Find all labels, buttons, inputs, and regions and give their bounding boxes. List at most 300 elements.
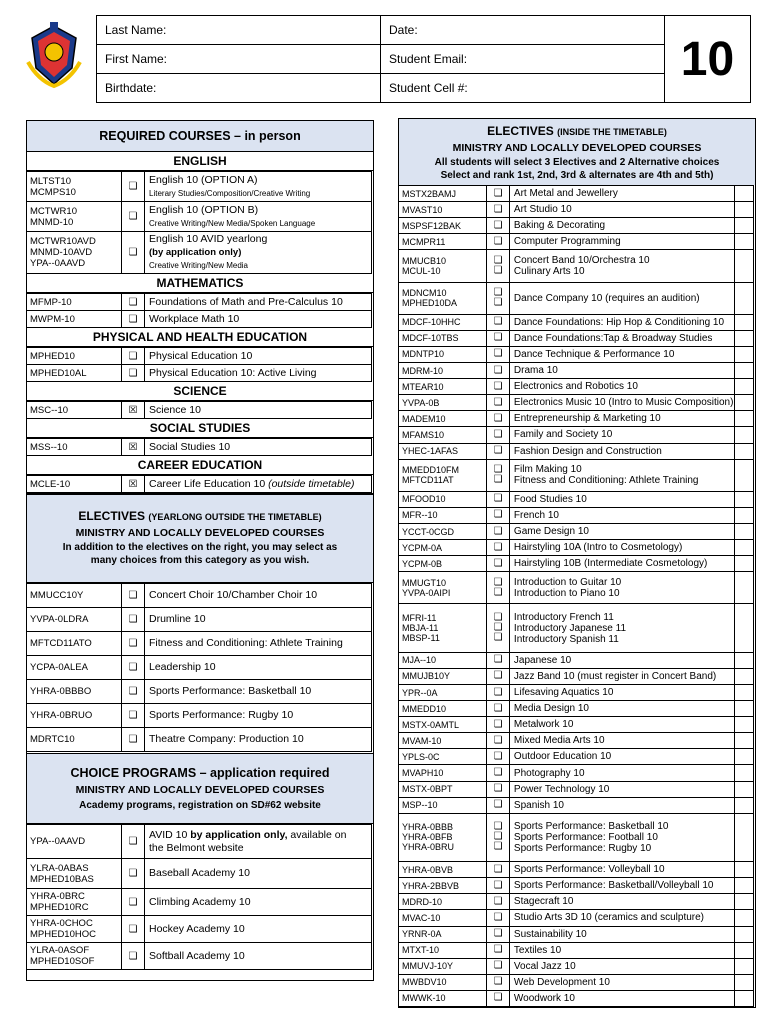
list-item [399,942,754,958]
checkbox-icon[interactable]: ❏ [487,910,510,926]
course-code: MADEM10 [399,411,487,427]
checkbox-icon[interactable]: ❏ [487,781,510,797]
phe-table [26,347,372,382]
checkbox-icon[interactable]: ❏ [487,556,510,572]
course-name: Film Making 10 Fitness and Conditioning: Athlete Training [509,459,735,491]
list-item [399,668,754,684]
rank-field[interactable] [735,862,754,878]
checkbox-icon[interactable]: ❏ [487,363,510,379]
rank-field[interactable] [735,878,754,894]
list-item [27,728,372,752]
electives-inside-desc2: Select and rank 1st, 2nd, 3rd & alternates are 4th and 5th) [440,170,714,181]
checkbox-icon[interactable]: ❏ [487,701,510,717]
course-name: Drumline 10 [145,608,372,632]
checkbox-icon[interactable]: ❏ [487,443,510,459]
course-code: MDNTP10 [399,346,487,362]
course-code: MFMP-10 [27,294,122,311]
course-code: MMEDD10FM MFTCD11AT [399,459,487,491]
choice-sub: MINISTRY AND LOCALLY DEVELOPED COURSES [75,784,325,796]
list-item [399,797,754,813]
rank-field[interactable] [735,910,754,926]
checkbox-icon[interactable]: ❏ [122,916,145,943]
course-code: YRNR-0A [399,926,487,942]
rank-field[interactable] [735,974,754,990]
checkbox-icon[interactable]: ❏ [122,632,145,656]
rank-field[interactable] [735,765,754,781]
checkbox-icon[interactable]: ❏ [487,958,510,974]
first-name-field[interactable]: First Name: [97,45,381,74]
list-item [399,749,754,765]
last-name-field[interactable]: Last Name: [97,16,381,45]
social-table [26,438,372,456]
rank-field[interactable] [735,523,754,539]
course-name: Baseball Academy 10 [145,859,372,889]
course-code: MDCF-10HHC [399,314,487,330]
checkbox-icon[interactable]: ❏ [122,365,145,382]
course-name: French 10 [509,507,735,523]
course-code: YCCT-0CGD [399,523,487,539]
checkbox-icon[interactable]: ❏ [487,717,510,733]
list-item [399,250,754,282]
course-code: MJA--10 [399,652,487,668]
course-name: Concert Choir 10/Chamber Choir 10 [145,584,372,608]
checkbox-icon[interactable]: ❏ [122,704,145,728]
course-name: Outdoor Education 10 [509,749,735,765]
course-code: MMUGT10 YVPA-0AIPI [399,572,487,604]
rank-field[interactable] [735,427,754,443]
list-item [399,926,754,942]
required-courses-section [26,120,374,494]
list-item [27,584,372,608]
rank-field[interactable] [735,652,754,668]
english-table [26,171,372,274]
course-code: YPLS-0C [399,749,487,765]
course-code: MPHED10AL [27,365,122,382]
list-item [399,556,754,572]
list-item [399,186,754,202]
course-code: MMEDD10 [399,701,487,717]
course-name: Woodwork 10 [509,990,735,1006]
course-name: Power Technology 10 [509,781,735,797]
course-code: YPA--0AAVD [27,825,122,859]
course-code: YHRA-2BBVB [399,878,487,894]
list-item [399,314,754,330]
rank-field[interactable] [735,797,754,813]
course-code: YCPA-0ALEA [27,656,122,680]
checkbox-icon[interactable]: ❏ [122,825,145,859]
list-item [399,604,754,652]
course-code: MMUVJ-10Y [399,958,487,974]
course-name: English 10 AVID yearlong (by application only) Creative Writing/New Media [145,232,372,274]
course-name: Lifesaving Aquatics 10 [509,685,735,701]
course-code: MSP--10 [399,797,487,813]
course-code: MFTCD11ATO [27,632,122,656]
rank-field[interactable] [735,942,754,958]
course-code: YHRA-0BBB YHRA-0BFB YHRA-0BRU [399,813,487,861]
list-item [27,608,372,632]
checkbox-icon[interactable]: ❏ ❏ ❏ [487,604,510,652]
rank-field[interactable] [735,234,754,250]
course-name: Photography 10 [509,765,735,781]
course-code: YHRA-0BRC MPHED10RC [27,889,122,916]
course-name: Hockey Academy 10 [145,916,372,943]
math-table [26,293,372,328]
course-code: MMUJB10Y [399,668,487,684]
required-title: REQUIRED COURSES – in person [27,121,373,152]
course-name: Jazz Band 10 (must register in Concert Band) [509,668,735,684]
rank-field[interactable] [735,330,754,346]
checkbox-icon[interactable]: ❏ [487,330,510,346]
science-table [26,401,372,419]
list-item [399,459,754,491]
rank-field[interactable] [735,556,754,572]
course-code: YHRA-0BRUO [27,704,122,728]
course-code: YHRA-0CHOC MPHED10HOC [27,916,122,943]
math-heading: MATHEMATICS [27,274,373,293]
checkbox-icon[interactable]: ❏ [487,942,510,958]
rank-field[interactable] [735,781,754,797]
rank-field[interactable] [735,717,754,733]
list-item [399,507,754,523]
list-item [399,781,754,797]
checkbox-icon[interactable]: ❏ [487,523,510,539]
course-code: MVAM-10 [399,733,487,749]
course-code: MTXT-10 [399,942,487,958]
course-code: YHEC-1AFAS [399,443,487,459]
list-item [399,282,754,314]
list-item [399,346,754,362]
course-name: English 10 (OPTION B) Creative Writing/New Media/Spoken Language [145,202,372,232]
course-code: YVPA-0B [399,395,487,411]
rank-field[interactable] [735,202,754,218]
english-heading: ENGLISH [27,152,373,171]
checkbox-icon[interactable]: ❏ [122,294,145,311]
list-item [27,656,372,680]
course-name: Hairstyling 10B (Intermediate Cosmetology) [509,556,735,572]
science-heading: SCIENCE [27,382,373,401]
list-item [399,894,754,910]
course-name: Computer Programming [509,234,735,250]
list-item [399,733,754,749]
course-code: MWPM-10 [27,311,122,328]
course-code: MSTX-0BPT [399,781,487,797]
course-name: Sports Performance: Basketball 10 Sports Performance: Football 10 Sports Performance: Rugby 10 [509,813,735,861]
course-name: Physical Education 10 [145,348,372,365]
course-code: MTEAR10 [399,379,487,395]
checkbox-icon[interactable]: ❏ [122,728,145,752]
rank-field[interactable] [735,540,754,556]
course-name: Introduction to Guitar 10 Introduction to Piano 10 [509,572,735,604]
rank-field[interactable] [735,701,754,717]
course-code: MDNCM10 MPHED10DA [399,282,487,314]
course-name: Climbing Academy 10 [145,889,372,916]
rank-field[interactable] [735,379,754,395]
course-code: MSPSF12BAK [399,218,487,234]
choice-programs-section [26,753,374,981]
checkbox-icon[interactable]: ❏ [122,943,145,970]
list-item [399,572,754,604]
list-item [399,443,754,459]
list-item [399,765,754,781]
electives-inside-sub: MINISTRY AND LOCALLY DEVELOPED COURSES [452,142,702,154]
checkbox-icon[interactable]: ❏ [122,348,145,365]
rank-field[interactable] [735,459,754,491]
course-code: MDRD-10 [399,894,487,910]
list-item [399,202,754,218]
course-name: Foundations of Math and Pre-Calculus 10 [145,294,372,311]
course-code: MPHED10 [27,348,122,365]
electives-outside-title: ELECTIVES (YEARLONG OUTSIDE THE TIMETABLE) [78,509,322,523]
career-table [26,475,372,493]
course-code: MSS--10 [27,439,122,456]
course-code: MSC--10 [27,402,122,419]
list-item [399,411,754,427]
course-code: MSTX-0AMTL [399,717,487,733]
course-name: Electronics Music 10 (Intro to Music Composition) [509,395,735,411]
checkbox-icon[interactable]: ❏ [122,656,145,680]
list-item [399,910,754,926]
list-item [399,990,754,1006]
list-item [399,878,754,894]
list-item [399,717,754,733]
course-name: Spanish 10 [509,797,735,813]
rank-field[interactable] [735,813,754,861]
date-field[interactable]: Date: [381,16,665,45]
student-cell-field[interactable]: Student Cell #: [381,74,665,103]
checked-box-icon[interactable]: ☒ [122,439,145,456]
list-item [399,379,754,395]
course-name: Studio Arts 3D 10 (ceramics and sculpture) [509,910,735,926]
list-item [27,632,372,656]
rank-field[interactable] [735,186,754,202]
rank-field[interactable] [735,443,754,459]
checkbox-icon[interactable]: ❏ [487,733,510,749]
course-name: Textiles 10 [509,942,735,958]
course-name: Sports Performance: Basketball/Volleyball 10 [509,878,735,894]
list-item [399,395,754,411]
course-code: MFR--10 [399,507,487,523]
rank-field[interactable] [735,958,754,974]
course-code: MDRM-10 [399,363,487,379]
checkbox-icon[interactable]: ❏ [122,311,145,328]
rank-field[interactable] [735,282,754,314]
school-crest-logo [24,22,84,90]
course-code: MFAMS10 [399,427,487,443]
course-name: Theatre Company: Production 10 [145,728,372,752]
course-code: YLRA-0ASOF MPHED10SOF [27,943,122,970]
checkbox-icon[interactable]: ❏ [487,878,510,894]
course-name: Dance Foundations:Tap & Broadway Studies [509,330,735,346]
list-item [399,363,754,379]
checkbox-icon[interactable]: ❏ [487,186,510,202]
course-code: MWBDV10 [399,974,487,990]
checkbox-icon[interactable]: ❏ [487,379,510,395]
course-name: Fitness and Conditioning: Athlete Training [145,632,372,656]
rank-field[interactable] [735,507,754,523]
course-name: Social Studies 10 [145,439,372,456]
grade-number: 10 [665,16,751,103]
checkbox-icon[interactable]: ❏ [122,172,145,202]
rank-field[interactable] [735,572,754,604]
checkbox-icon[interactable]: ❏ [487,926,510,942]
course-name: Mixed Media Arts 10 [509,733,735,749]
course-name: Sports Performance: Basketball 10 [145,680,372,704]
checkbox-icon[interactable]: ❏ [122,680,145,704]
course-name: Concert Band 10/Orchestra 10 Culinary Arts 10 [509,250,735,282]
rank-field[interactable] [735,668,754,684]
course-name: Drama 10 [509,363,735,379]
checkbox-icon[interactable]: ❏ [122,202,145,232]
course-code: YHRA-0BVB [399,862,487,878]
checkbox-icon[interactable]: ❏ ❏ [487,250,510,282]
course-name: Web Development 10 [509,974,735,990]
checked-box-icon[interactable]: ☒ [122,476,145,493]
course-name: Softball Academy 10 [145,943,372,970]
list-item [399,523,754,539]
course-code: YCPM-0B [399,556,487,572]
checkbox-icon[interactable]: ❏ ❏ [487,282,510,314]
rank-field[interactable] [735,411,754,427]
checkbox-icon[interactable]: ❏ [122,889,145,916]
checkbox-icon[interactable]: ❏ [487,346,510,362]
course-name: Dance Technique & Performance 10 [509,346,735,362]
list-item [399,685,754,701]
course-name: Art Metal and Jewellery [509,186,735,202]
rank-field[interactable] [735,926,754,942]
course-code: MFRI-11 MBJA-11 MBSP-11 [399,604,487,652]
checkbox-icon[interactable]: ❏ [487,314,510,330]
course-name: Art Studio 10 [509,202,735,218]
checkbox-icon[interactable]: ❏ [487,491,510,507]
electives-outside-desc1: In addition to the electives on the right, you may select as [62,542,338,553]
list-item [399,652,754,668]
checked-box-icon[interactable]: ☒ [122,402,145,419]
electives-outside-section [26,494,374,754]
course-code: MDCF-10TBS [399,330,487,346]
checkbox-icon[interactable]: ❏ [122,608,145,632]
rank-field[interactable] [735,363,754,379]
course-name: Introductory French 11 Introductory Japanese 11 Introductory Spanish 11 [509,604,735,652]
list-item [399,540,754,556]
checkbox-icon[interactable]: ❏ [487,234,510,250]
list-item [399,862,754,878]
rank-field[interactable] [735,314,754,330]
checkbox-icon[interactable]: ❏ [487,540,510,556]
list-item [399,813,754,861]
course-name: Metalwork 10 [509,717,735,733]
course-name: Career Life Education 10 (outside timetable) [145,476,372,493]
checkbox-icon[interactable]: ❏ [487,797,510,813]
checkbox-icon[interactable]: ❏ [487,990,510,1006]
electives-outside-desc2: many choices from this category as you wish. [90,555,310,566]
course-code: MCTWR10 MNMD-10 [27,202,122,232]
course-code: YVPA-0LDRA [27,608,122,632]
course-name: Sports Performance: Volleyball 10 [509,862,735,878]
birthdate-field[interactable]: Birthdate: [97,74,381,103]
rank-field[interactable] [735,749,754,765]
checkbox-icon[interactable]: ❏ [487,507,510,523]
checkbox-icon[interactable]: ❏ [487,974,510,990]
list-item [399,701,754,717]
list-item [27,680,372,704]
career-heading: CAREER EDUCATION [27,456,373,475]
checkbox-icon[interactable]: ❏ [122,859,145,889]
course-code: MLTST10 MCMPS10 [27,172,122,202]
list-item [399,427,754,443]
course-code: YCPM-0A [399,540,487,556]
checkbox-icon[interactable]: ❏ [487,202,510,218]
checkbox-icon[interactable]: ❏ [487,218,510,234]
course-name: Electronics and Robotics 10 [509,379,735,395]
checkbox-icon[interactable]: ❏ [487,894,510,910]
course-name: Entrepreneurship & Marketing 10 [509,411,735,427]
rank-field[interactable] [735,685,754,701]
electives-inside-table [398,185,754,1007]
course-name: Science 10 [145,402,372,419]
course-name: Media Design 10 [509,701,735,717]
checkbox-icon[interactable]: ❏ [487,765,510,781]
checkbox-icon[interactable]: ❏ ❏ ❏ [487,813,510,861]
list-item [399,958,754,974]
checkbox-icon[interactable]: ❏ [487,395,510,411]
checkbox-icon[interactable]: ❏ [122,232,145,274]
rank-field[interactable] [735,894,754,910]
course-code: MVAPH10 [399,765,487,781]
course-code: YHRA-0BBBO [27,680,122,704]
student-email-field[interactable]: Student Email: [381,45,665,74]
course-name: Stagecraft 10 [509,894,735,910]
checkbox-icon[interactable]: ❏ [487,685,510,701]
choice-title: CHOICE PROGRAMS – application required [70,766,330,780]
rank-field[interactable] [735,491,754,507]
rank-field[interactable] [735,218,754,234]
course-name: Leadership 10 [145,656,372,680]
checkbox-icon[interactable]: ❏ [487,411,510,427]
course-code: MMUCB10 MCUL-10 [399,250,487,282]
course-name: Physical Education 10: Active Living [145,365,372,382]
checkbox-icon[interactable]: ❏ [487,862,510,878]
course-name: Family and Society 10 [509,427,735,443]
checkbox-icon[interactable]: ❏ ❏ [487,459,510,491]
course-code: MVAST10 [399,202,487,218]
checkbox-icon[interactable]: ❏ [487,427,510,443]
checkbox-icon[interactable]: ❏ [487,668,510,684]
checkbox-icon[interactable]: ❏ ❏ [487,572,510,604]
course-code: MCLE-10 [27,476,122,493]
list-item [399,234,754,250]
course-code: MDRTC10 [27,728,122,752]
course-code: MWWK-10 [399,990,487,1006]
electives-inside-section [398,118,756,1008]
choice-table [26,824,372,970]
checkbox-icon[interactable]: ❏ [122,584,145,608]
course-name: Japanese 10 [509,652,735,668]
rank-field[interactable] [735,990,754,1006]
rank-field[interactable] [735,604,754,652]
checkbox-icon[interactable]: ❏ [487,749,510,765]
course-code: YLRA-0ABAS MPHED10BAS [27,859,122,889]
electives-inside-desc1: All students will select 3 Electives and 2 Alternative choices [434,157,720,168]
rank-field[interactable] [735,346,754,362]
course-code: MSTX2BAMJ [399,186,487,202]
checkbox-icon[interactable]: ❏ [487,652,510,668]
course-name: Baking & Decorating [509,218,735,234]
rank-field[interactable] [735,250,754,282]
rank-field[interactable] [735,395,754,411]
rank-field[interactable] [735,733,754,749]
course-name: Game Design 10 [509,523,735,539]
choice-desc: Academy programs, registration on SD#62 website [79,800,321,811]
